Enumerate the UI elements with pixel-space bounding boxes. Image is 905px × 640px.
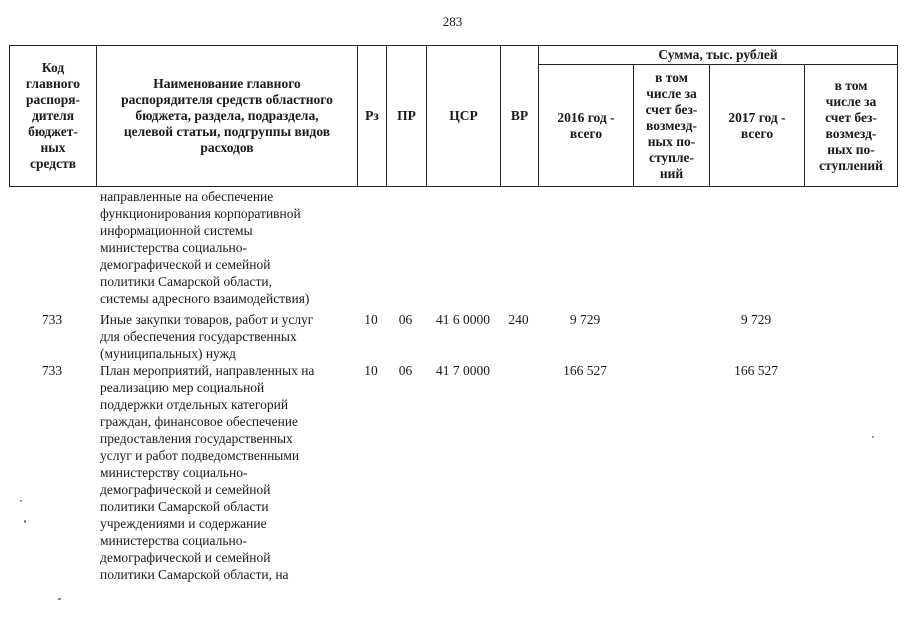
row-1-rz: 10 (364, 312, 378, 327)
row-1-vr: 240 (508, 312, 529, 327)
row-1-csr: 41 6 0000 (436, 312, 490, 327)
row-2-csr: 41 7 0000 (436, 363, 490, 378)
header-rz: Рз (358, 46, 387, 187)
scan-speck (20, 500, 22, 502)
text-line: числе за (646, 85, 697, 101)
text-line: средств (29, 156, 77, 171)
text-line: Наименование главного (153, 76, 301, 91)
text-line: ных по- (647, 133, 696, 149)
text-line: для обеспечения государственных (100, 329, 297, 344)
text-line: в том (834, 77, 868, 93)
text-line: политики Самарской области, на (100, 567, 289, 582)
text-line: ний (659, 165, 684, 181)
header-2017-total (710, 65, 805, 187)
header-vr: ВР (501, 46, 539, 187)
header-2017-grants (805, 65, 898, 187)
text-line: дителя (31, 108, 75, 123)
text-line: бюджет- (28, 124, 78, 139)
text-line: демографической и семейной (100, 257, 271, 272)
text-line: учреждениями и содержание (100, 516, 267, 531)
text-line: ных по- (827, 141, 875, 157)
header-pr: ПР (387, 46, 427, 187)
row-1-2016: 9 729 (569, 312, 601, 327)
row-1-pr: 06 (398, 312, 413, 327)
row-2-2016: 166 527 (563, 363, 607, 378)
text-line: министерства социально- (100, 240, 247, 255)
text-line: Иные закупки товаров, работ и услуг (100, 312, 314, 327)
header-2016-grants (634, 65, 710, 187)
text-line: распорядителя средств областного (121, 92, 333, 107)
text-line: возмезд- (646, 117, 697, 133)
row-1-name (100, 311, 356, 362)
row-0-name (100, 188, 356, 307)
text-line: всего (740, 125, 774, 141)
text-line: расходов (200, 140, 254, 155)
text-line: главного (25, 76, 81, 91)
text-line: возмезд- (825, 125, 877, 141)
text-line: ступле- (648, 149, 695, 165)
text-line: министерства социально- (100, 533, 247, 548)
text-line: числе за (825, 93, 877, 109)
text-line: (муниципальных) нужд (100, 346, 236, 361)
text-line: План мероприятий, направленных на (100, 363, 315, 378)
text-line: счет без- (645, 101, 698, 117)
text-line: в том (655, 69, 688, 85)
text-line: 2017 год - (728, 109, 786, 125)
text-line: целевой статьи, подгруппы видов (123, 124, 331, 139)
header-name (97, 46, 358, 187)
text-line: услуг и работ подведомственными (100, 448, 300, 463)
text-line: демографической и семейной (100, 550, 271, 565)
text-line: всего (569, 125, 603, 141)
header-csr: ЦСР (427, 46, 501, 187)
scan-speck (24, 520, 26, 523)
text-line: граждан, финансовое обеспечение (100, 414, 299, 429)
text-line: ступлений (819, 157, 883, 173)
header-2016-total (539, 65, 634, 187)
text-line: бюджета, раздела, подраздела, (135, 108, 319, 123)
text-line: счет без- (825, 109, 877, 125)
text-line: поддержки отдельных категорий (100, 397, 289, 412)
text-line: 2016 год - (557, 109, 615, 125)
text-line: направленные на обеспечение (100, 189, 274, 204)
row-2-2017: 166 527 (734, 363, 778, 378)
row-2-code: 733 (41, 363, 63, 378)
text-line: системы адресного взаимодействия) (100, 291, 310, 306)
text-line: политики Самарской области, (100, 274, 272, 289)
text-line: функционирования корпоративной (100, 206, 301, 221)
row-2-pr: 06 (398, 363, 413, 378)
text-line: информационной системы (100, 223, 253, 238)
text-line: министерству социально- (100, 465, 248, 480)
table-header (9, 45, 898, 187)
text-line: Код (41, 60, 65, 75)
text-line: демографической и семейной (100, 482, 271, 497)
text-line: ных (40, 140, 66, 155)
row-2-rz: 10 (364, 363, 378, 378)
text-line: предоставления государственных (100, 431, 293, 446)
scan-speck (58, 598, 61, 600)
page-number: 283 (442, 14, 463, 29)
text-line: политики Самарской области (100, 499, 269, 514)
header-code (10, 46, 97, 187)
row-1-code: 733 (41, 312, 63, 327)
text-line: реализацию мер социальной (100, 380, 265, 395)
text-line: распоря- (25, 92, 81, 107)
row-2-name (100, 362, 356, 583)
scan-speck (872, 436, 874, 438)
row-1-2017: 9 729 (740, 312, 772, 327)
header-sum-title: Сумма, тыс. рублей (539, 46, 898, 65)
